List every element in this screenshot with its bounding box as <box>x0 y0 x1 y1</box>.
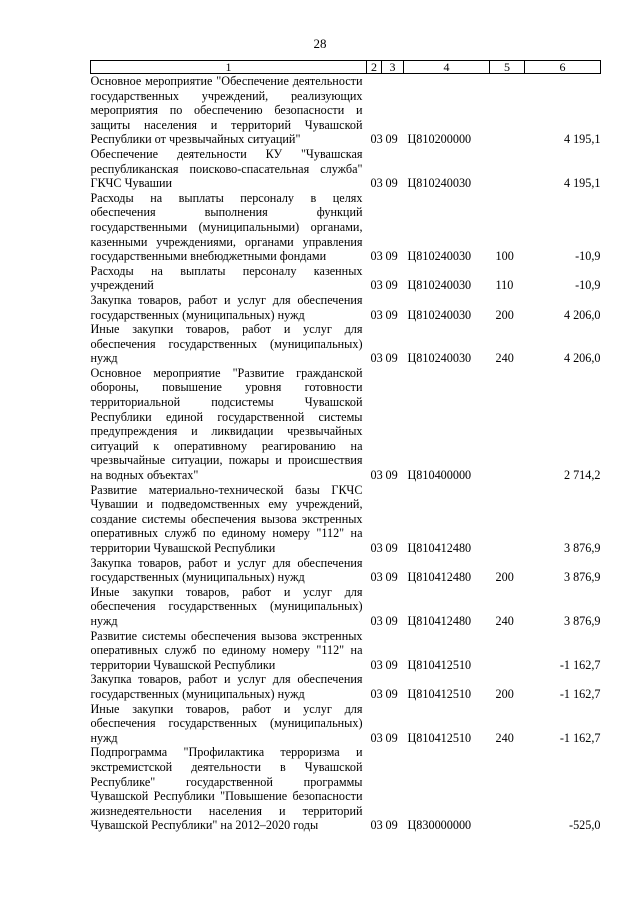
row-section-cell: 03 <box>370 278 383 293</box>
row-name-cell: Развитие материально-технической базы ГКЧС Чувашии и подведомственных ему учреждений, создание системы обеспечения вызова экстренных оперативных служб по единому номеру "112" на территории Чувашской Республики <box>90 482 363 555</box>
row-expense-type-cell: 200 <box>495 307 514 322</box>
row-target-article-cell: Ц810412510 <box>407 686 472 701</box>
row-section-cell: 03 <box>370 570 383 585</box>
table-row <box>91 264 601 293</box>
row-subsection-cell: 09 <box>385 351 398 366</box>
row-expense-type-cell <box>490 366 525 483</box>
row-subsection-cell: 09 <box>385 818 398 833</box>
table-row <box>91 702 601 746</box>
column-header-subsection: 3 <box>382 61 404 74</box>
page-number: 28 <box>313 36 327 51</box>
row-amount-cell: 4 206,0 <box>563 307 601 322</box>
table-row <box>91 556 601 585</box>
table-row <box>91 74 601 147</box>
row-section-cell: 03 <box>370 657 383 672</box>
row-expense-type-cell <box>490 745 525 833</box>
row-amount-cell: -10,9 <box>575 249 601 264</box>
row-name-cell: Иные закупки товаров, работ и услуг для обеспечения государственных (муниципальных) нужд <box>90 701 363 745</box>
row-amount-cell: 3 876,9 <box>563 570 601 585</box>
table-row <box>91 293 601 322</box>
table-row <box>91 483 601 556</box>
row-expense-type-cell <box>490 629 525 673</box>
row-target-article-cell: Ц810240030 <box>407 351 472 366</box>
row-target-article-cell: Ц810200000 <box>407 132 472 147</box>
row-target-article-cell: Ц810412510 <box>407 657 472 672</box>
row-section-cell: 03 <box>370 351 383 366</box>
column-header-name: 1 <box>91 61 367 74</box>
row-name-cell: Закупка товаров, работ и услуг для обеспечения государственных (муниципальных) нужд <box>90 672 363 701</box>
row-subsection-cell: 09 <box>385 468 398 483</box>
row-expense-type-cell: 240 <box>495 351 514 366</box>
row-target-article-cell: Ц810240030 <box>407 249 472 264</box>
row-name-cell: Подпрограмма "Профилактика терроризма и экстремистской деятельности в Чувашской Республике" государственной программы Чувашской Республики "Повышение безопасности жизнедеятельности населения и территорий Чувашской Республики" на 2012–2020 годы <box>90 745 363 833</box>
row-name-cell: Развитие системы обеспечения вызова экстренных оперативных служб по единому номеру "112" на территории Чувашской Республики <box>90 628 363 672</box>
row-section-cell: 03 <box>370 818 383 833</box>
row-name-cell: Закупка товаров, работ и услуг для обеспечения государственных (муниципальных) нужд <box>90 292 363 322</box>
row-section-cell: 03 <box>370 307 383 322</box>
row-name-cell: Обеспечение деятельности КУ "Чувашская республиканская поисково-спасательная служба" ГКЧС Чувашии <box>90 146 363 191</box>
row-target-article-cell: Ц810412480 <box>407 541 472 555</box>
row-target-article-cell: Ц810240030 <box>407 278 472 293</box>
row-expense-type-cell: 240 <box>495 730 514 745</box>
row-name-cell: Основное мероприятие "Обеспечение деятельности государственных учреждений, реализующих мероприятия по обеспечению безопасности и защиты населения и территорий Чувашской Республики от чрезвычайных ситуаций" <box>90 74 363 147</box>
table-row <box>91 585 601 629</box>
row-name-cell: Иные закупки товаров, работ и услуг для обеспечения государственных (муниципальных) нужд <box>90 322 363 366</box>
row-target-article-cell: Ц810240030 <box>407 176 472 191</box>
table-row <box>91 745 601 833</box>
row-section-cell: 03 <box>370 176 383 191</box>
row-expense-type-cell: 200 <box>495 686 514 701</box>
row-subsection-cell: 09 <box>385 307 398 322</box>
row-target-article-cell: Ц810240030 <box>407 307 472 322</box>
table-row <box>91 322 601 366</box>
column-header-amount: 6 <box>525 61 601 74</box>
row-subsection-cell: 09 <box>385 132 398 147</box>
row-amount-cell: -1 162,7 <box>559 730 601 745</box>
row-section-cell: 03 <box>370 468 383 483</box>
row-target-article-cell: Ц810412510 <box>407 730 472 745</box>
table-row <box>91 191 601 264</box>
row-target-article-cell: Ц830000000 <box>407 818 472 833</box>
budget-table <box>90 60 601 833</box>
table-body <box>91 74 601 833</box>
table-row <box>91 366 601 483</box>
row-subsection-cell: 09 <box>385 278 398 293</box>
column-header-target-article: 4 <box>404 61 490 74</box>
row-section-cell: 03 <box>370 249 383 264</box>
row-subsection-cell: 09 <box>385 176 398 191</box>
row-subsection-cell: 09 <box>385 541 398 555</box>
row-amount-cell: 3 876,9 <box>563 613 601 628</box>
row-expense-type-cell <box>490 483 525 556</box>
row-subsection-cell: 09 <box>385 730 398 745</box>
column-header-expense-type: 5 <box>490 61 525 74</box>
row-name-cell: Закупка товаров, работ и услуг для обеспечения государственных (муниципальных) нужд <box>90 555 363 585</box>
row-expense-type-cell: 100 <box>495 249 514 264</box>
row-name-cell: Расходы на выплаты персоналу казенных учреждений <box>90 263 363 293</box>
row-target-article-cell: Ц810400000 <box>407 468 472 483</box>
row-amount-cell: 4 195,1 <box>563 176 601 191</box>
row-amount-cell: 4 206,0 <box>563 351 601 366</box>
row-name-cell: Расходы на выплаты персоналу в целях обеспечения выполнения функций государственными (муниципальными) органами, казенными учреждениями, органами управления государственными внебюджетными фондами <box>90 190 363 264</box>
table-row <box>91 147 601 191</box>
row-name-cell: Иные закупки товаров, работ и услуг для обеспечения государственных (муниципальных) нужд <box>90 584 363 628</box>
row-section-cell: 03 <box>370 541 383 555</box>
row-amount-cell: 2 714,2 <box>563 468 601 483</box>
row-subsection-cell: 09 <box>385 657 398 672</box>
table-row <box>91 672 601 701</box>
row-name-cell: Основное мероприятие "Развитие гражданской обороны, повышение уровня готовности территориальной подсистемы Чувашской Республики единой государственной системы предупреждения и ликвидации чрезвычайных ситуаций к оперативному реагированию на чрезвычайные ситуации, пожары и происшествия на водных объектах" <box>90 365 363 483</box>
row-expense-type-cell <box>490 74 525 147</box>
row-target-article-cell: Ц810412480 <box>407 613 472 628</box>
table-row <box>91 629 601 673</box>
row-subsection-cell: 09 <box>385 613 398 628</box>
row-amount-cell: -10,9 <box>575 278 601 293</box>
row-amount-cell: -1 162,7 <box>559 657 601 672</box>
row-section-cell: 03 <box>370 686 383 701</box>
table-header-row <box>91 61 601 74</box>
row-amount-cell: -525,0 <box>569 818 601 833</box>
column-header-section: 2 <box>367 61 382 74</box>
row-subsection-cell: 09 <box>385 570 398 585</box>
row-expense-type-cell: 200 <box>495 570 514 585</box>
row-target-article-cell: Ц810412480 <box>407 570 472 585</box>
row-subsection-cell: 09 <box>385 249 398 264</box>
row-expense-type-cell <box>490 147 525 191</box>
row-section-cell: 03 <box>370 730 383 745</box>
row-section-cell: 03 <box>370 613 383 628</box>
row-subsection-cell: 09 <box>385 686 398 701</box>
row-amount-cell: 3 876,9 <box>563 541 601 555</box>
row-expense-type-cell: 240 <box>495 613 514 628</box>
row-amount-cell: -1 162,7 <box>559 686 601 701</box>
row-expense-type-cell: 110 <box>495 278 514 293</box>
row-amount-cell: 4 195,1 <box>563 132 601 147</box>
row-section-cell: 03 <box>370 132 383 147</box>
